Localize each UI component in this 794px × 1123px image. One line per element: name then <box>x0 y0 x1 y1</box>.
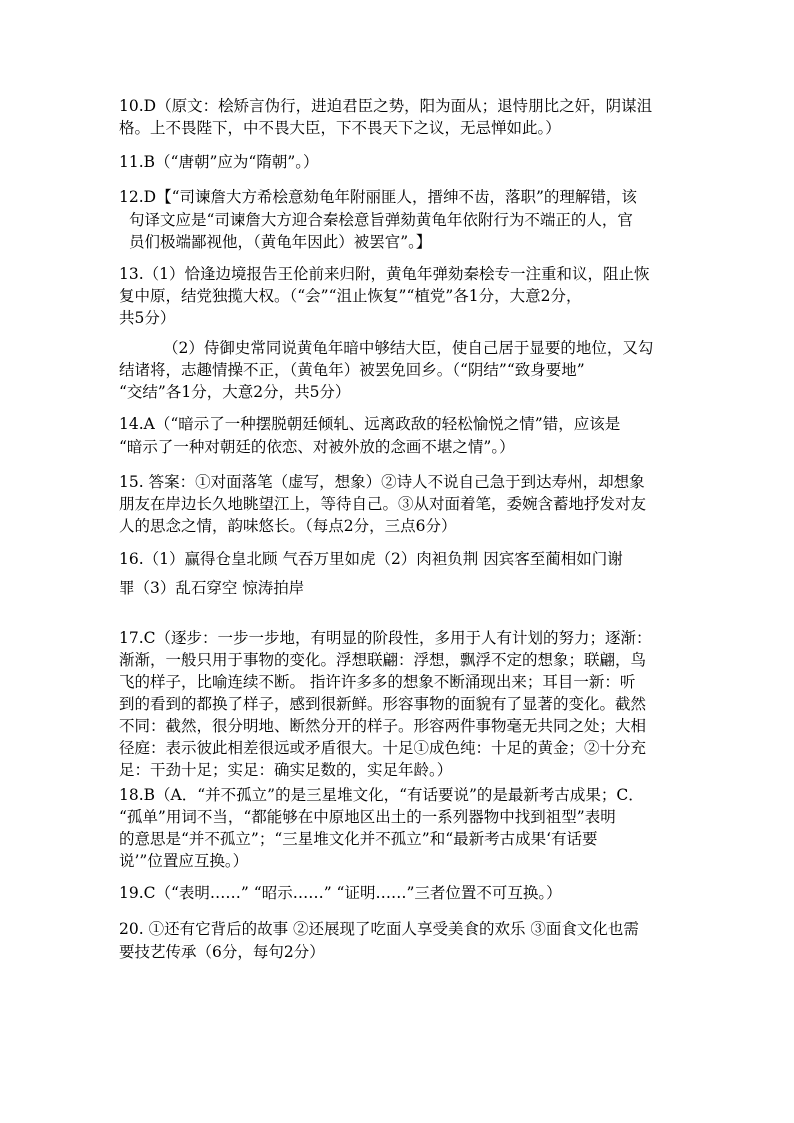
text-line: 18.B（A．“并不孤立”的是三星堆文化，“有话要说”的是最新考古成果；C． <box>119 786 644 804</box>
text-line: 10.D（原文：桧矫言伪行，进迫君臣之势，阳为面从；退恃朋比之奸，阴谋沮 <box>119 97 653 115</box>
text-line: “孤单”用词不当，“都能够在中原地区出土的一系列器物中找到祖型”表明 <box>119 808 616 826</box>
text-line: 12.D【“司谏詹大方希桧意劾龟年附丽匪人，搢绅不齿，落职”的理解错，该 <box>119 188 637 206</box>
text-line: 14.A（“暗示了一种摆脱朝廷倾轧、远离政敌的轻松愉悦之情”错，应该是 <box>119 415 621 433</box>
text-line: 说’”位置应互换。） <box>119 852 249 870</box>
text-line: 径庭：表示彼此相差很远或矛盾很大。十足①成色纯：十足的黄金；②十分充 <box>119 739 647 757</box>
text-line: 11.B（“唐朝”应为“隋朝”。） <box>119 153 319 171</box>
text-line: 共5分） <box>119 309 176 327</box>
text-line: 16.（1）赢得仓皇北顾 气吞万里如虎（2）肉袒负荆 因宾客至蔺相如门谢 <box>119 550 623 568</box>
text-line: 要技艺传承（6分，每句2分） <box>119 943 325 961</box>
text-line: 的意思是“并不孤立”；“三星堆文化并不孤立”和“最新考古成果‘有话要 <box>119 830 598 848</box>
text-line: 复中原，结党独揽大权。（“会”“沮止恢复”“植党”各1分，大意2分， <box>119 287 582 305</box>
text-line: 罪（3）乱石穿空 惊涛拍岸 <box>119 579 305 597</box>
text-line: 句译文应是“司谏詹大方迎合秦桧意旨弹劾黄龟年依附行为不端正的人，官 <box>129 211 633 229</box>
text-line: “暗示了一种对朝廷的依恋、对被外放的念画不堪之情”。） <box>119 438 515 456</box>
text-line: 飞的样子，比喻连续不断。 指许许多多的想象不断涌现出来；耳目一新：听 <box>119 673 636 691</box>
text-line: 人的思念之情，韵味悠长。（每点2分，三点6分） <box>119 517 457 535</box>
text-line: 13.（1）恰逢边境报告王伦前来归附，黄龟年弹劾秦桧专一注重和议，阻止恢 <box>119 265 650 283</box>
text-line: 20. ①还有它背后的故事 ②还展现了吃面人享受美食的欢乐 ③面食文化也需 <box>119 920 639 938</box>
text-line: 到的看到的都换了样子，感到很新鲜。形容事物的面貌有了显著的变化。截然 <box>119 695 647 713</box>
text-line: 渐渐，一般只用于事物的变化。浮想联翩：浮想，飘浮不定的想象；联翩，鸟 <box>119 651 647 669</box>
text-line: 员们极端鄙视他，（黄龟年因此）被罢官”。】 <box>129 233 432 251</box>
text-line: 不同：截然，很分明地、断然分开的样子。形容两件事物毫无共同之处；大相 <box>119 717 647 735</box>
text-line: 朋友在岸边长久地眺望江上，等待自己。③从对面着笔，委婉含蓄地抒发对友 <box>119 495 647 513</box>
text-line: 格。上不畏陛下，中不畏大臣，下不畏天下之议，无忌惮如此。） <box>119 119 561 137</box>
text-line: 17.C（逐步：一步一步地，有明显的阶段性，多用于人有计划的努力；逐渐： <box>119 629 652 647</box>
text-line: “交结”各1分，大意2分，共5分） <box>119 383 351 401</box>
text-line: 15. 答案：①对面落笔（虚写，想象）②诗人不说自己急于到达寿州，却想象 <box>119 473 645 491</box>
text-line: （2）侍御史常同说黄龟年暗中够结大臣，使自己居于显要的地位，又勾 <box>163 339 654 357</box>
text-line: 足：干劲十足；实足：确实足数的，实足年龄。） <box>119 761 453 779</box>
text-line: 19.C（“表明……” “昭示……” “证明……”三者位置不可互换。） <box>119 884 562 902</box>
text-line: 结诸将，志趣情操不正，（黄龟年）被罢免回乡。（“阴结”“致身要地” <box>119 361 585 379</box>
